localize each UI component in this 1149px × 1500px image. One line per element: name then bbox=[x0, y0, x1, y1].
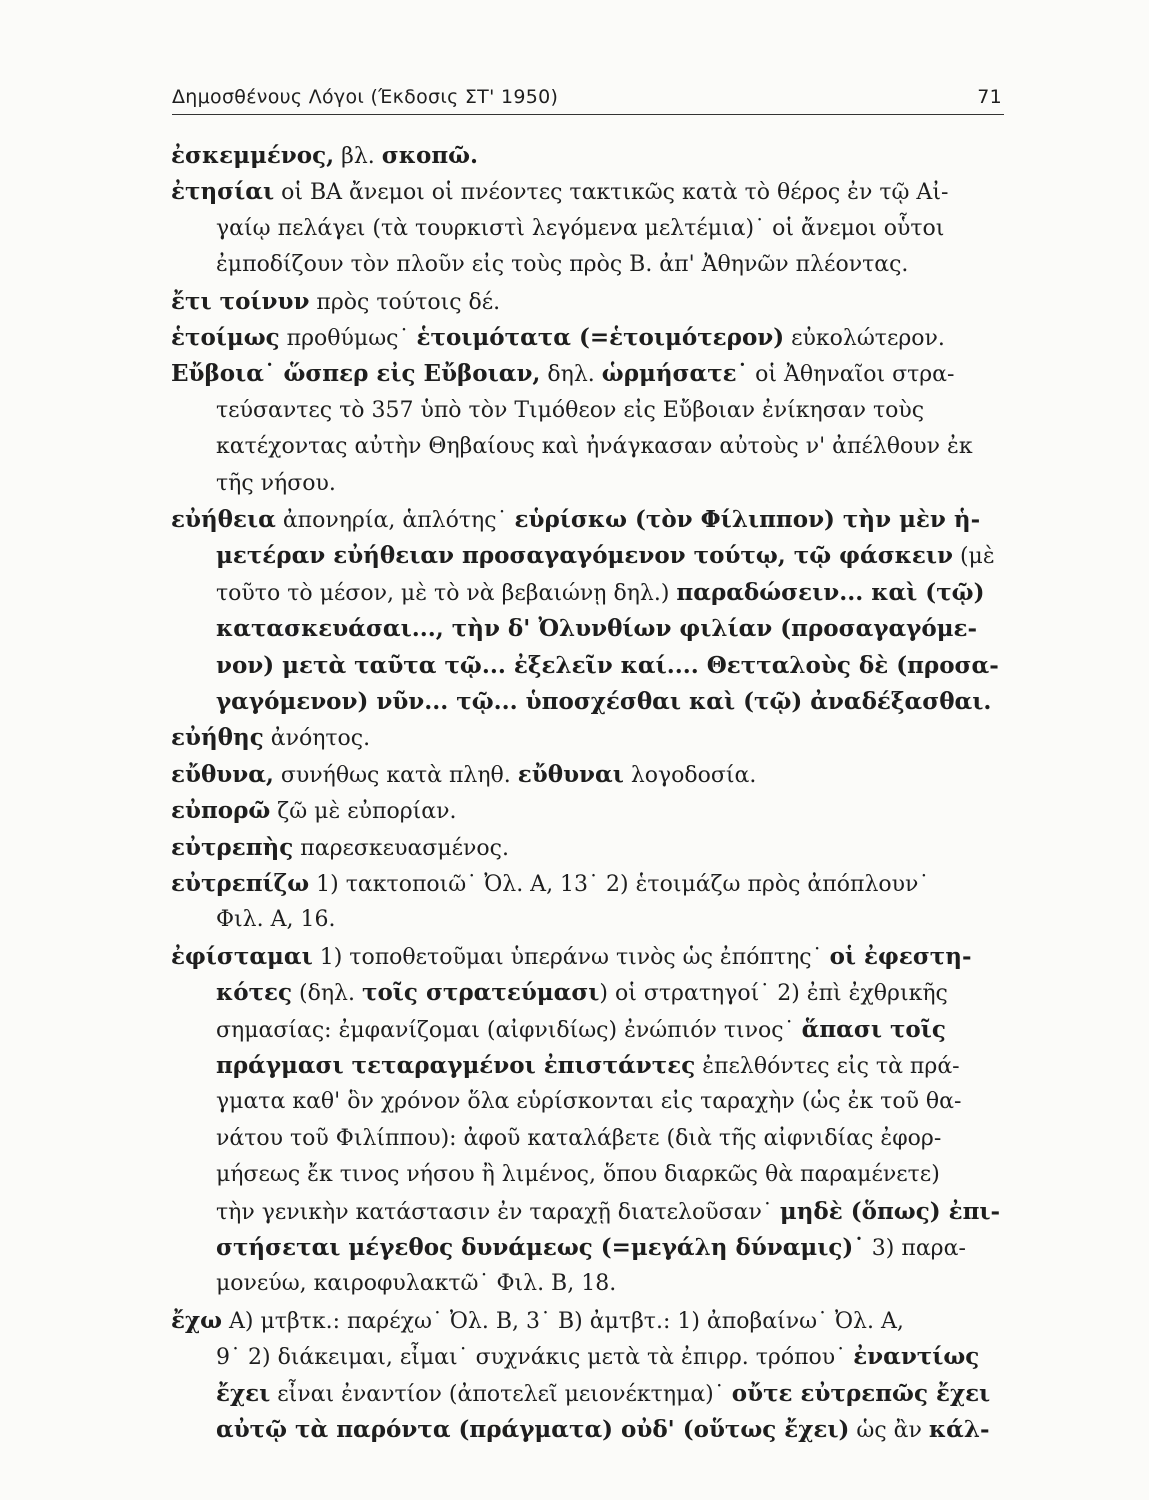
bold-term: εὔθυνα, bbox=[171, 760, 274, 788]
gloss-text: (δηλ. bbox=[292, 981, 362, 1007]
entry-headword-line bbox=[171, 357, 954, 391]
bold-term: πράγμασι τεταραγμένοι ἐπιστάντες bbox=[216, 1052, 696, 1079]
entry-continuation-line bbox=[216, 1049, 960, 1083]
gloss-text: τοῦτο τὸ μέσον, μὲ τὸ νὰ βεβαιώνῃ δηλ.) bbox=[216, 580, 677, 606]
bold-term: ἐφίσταμαι bbox=[171, 942, 313, 970]
gloss-text: συνήθως κατὰ πληθ. bbox=[273, 762, 518, 788]
gloss-text: ἐμποδίζουν τὸν πλοῦν εἰς τοὺς πρὸς Β. ἀπ' Ἀθηνῶν πλέοντας. bbox=[216, 252, 909, 278]
bold-term: εὐήθης bbox=[171, 724, 264, 752]
bold-term: ἅπασι τοῖς bbox=[801, 1015, 946, 1043]
bold-term: γαγόμενον) νῦν... τῷ... ὑποσχέσθαι καὶ (τῷ) ἀναδέξασθαι. bbox=[216, 688, 992, 715]
bold-term: οἱ ἐφεστη- bbox=[829, 942, 972, 970]
gloss-text: Α) μτβτκ.: παρέχω˙ Ὀλ. Β, 3˙ Β) ἀμτβτ.: 1) ἀποβαίνω˙ Ὀλ. Α, bbox=[222, 1308, 904, 1334]
bold-term: εὐτρεπὴς bbox=[171, 833, 294, 861]
gloss-text: 1) τακτοποιῶ˙ Ὀλ. Α, 13˙ 2) ἑτοιμάζω πρὸς ἀπόπλουν˙ bbox=[309, 872, 930, 897]
gloss-text: (μὲ bbox=[952, 544, 995, 570]
bold-term: κατασκευάσαι..., τὴν δ' Ὀλυνθίων φιλίαν (προσαγαγόμε- bbox=[216, 615, 978, 643]
bold-term: εὐήθεια bbox=[171, 506, 276, 533]
gloss-text: κατέχοντας αὐτὴν Θηβαίους καὶ ἠνάγκασαν αὐτοὺς ν' ἀπέλθουν ἐκ bbox=[216, 434, 973, 460]
gloss-text: οἱ Ἀθηναῖοι στρα- bbox=[748, 362, 955, 388]
entry-headword-line bbox=[171, 503, 980, 537]
entry-continuation-line bbox=[216, 685, 991, 719]
entry-continuation-line bbox=[216, 1085, 961, 1119]
header-title: Δημοσθένους Λόγοι (Έκδοσις ΣΤ' 1950) bbox=[172, 86, 559, 108]
bold-term: εὐτρεπίζω bbox=[171, 870, 310, 897]
entry-headword-line bbox=[171, 867, 929, 901]
entry-headword-line bbox=[171, 321, 945, 355]
bold-term: ἐτησίαι bbox=[171, 178, 275, 206]
entry-continuation-line bbox=[216, 576, 984, 610]
entry-headword-line bbox=[171, 139, 478, 173]
gloss-text: τὴν γενικὴν κατάστασιν ἐν ταραχῇ διατελοῦσαν˙ bbox=[216, 1199, 780, 1225]
entry-continuation-line bbox=[216, 1195, 1000, 1229]
gloss-text: ἀνόητος. bbox=[263, 726, 371, 752]
entry-continuation-line bbox=[216, 248, 908, 282]
entry-continuation-line bbox=[216, 1413, 990, 1447]
entry-headword-line bbox=[171, 940, 972, 974]
bold-term: μετέραν εὐήθειαν προσαγαγόμενον τούτῳ, τῷ φάσκειν bbox=[216, 542, 953, 570]
gloss-text: προθύμως˙ bbox=[279, 326, 417, 351]
gloss-text: τῆς νήσου. bbox=[216, 470, 336, 496]
entry-continuation-line bbox=[216, 467, 336, 501]
gloss-text: 1) τοποθετοῦμαι ὑπεράνω τινὸς ὡς ἐπόπτης˙ bbox=[312, 944, 830, 970]
gloss-text: μονεύω, καιροφυλακτῶ˙ Φιλ. Β, 18. bbox=[216, 1271, 617, 1297]
gloss-text: ἐπελθόντες εἰς τὰ πρά- bbox=[695, 1054, 960, 1079]
entry-headword-line bbox=[171, 794, 457, 828]
bold-term: εὑρίσκω (τὸν Φίλιππον) τὴν μὲν ἡ- bbox=[514, 506, 981, 533]
running-header bbox=[172, 84, 1004, 115]
gloss-text: βλ. bbox=[334, 144, 382, 169]
gloss-text: λογοδοσία. bbox=[623, 762, 757, 788]
bold-term: ἐναντίως bbox=[853, 1343, 980, 1371]
gloss-text: 9˙ 2) διάκειμαι, εἶμαι˙ συχνάκις μετὰ τὰ ἐπιρρ. τρόπου˙ bbox=[216, 1345, 854, 1371]
gloss-text: γματα καθ' ὃν χρόνον ὅλα εὑρίσκονται εἰς ταραχὴν (ὡς ἐκ τοῦ θα- bbox=[216, 1089, 962, 1115]
gloss-text: ζῶ μὲ εὐπορίαν. bbox=[270, 799, 457, 825]
entry-continuation-line bbox=[216, 1377, 990, 1411]
bold-term: ἔχω bbox=[171, 1306, 223, 1334]
entry-headword-line bbox=[171, 1304, 904, 1338]
gloss-text: γαίῳ πελάγει (τὰ τουρκιστὶ λεγόμενα μελτέμια)˙ οἱ ἄνεμοι οὗτοι bbox=[216, 215, 945, 241]
entry-headword-line bbox=[171, 758, 756, 792]
bold-term: κάλ- bbox=[928, 1416, 990, 1443]
gloss-text: ἀπονηρία, ἁπλότης˙ bbox=[275, 508, 515, 533]
bold-term: εὐπορῶ bbox=[171, 797, 271, 825]
bold-term: ἔχει bbox=[216, 1379, 271, 1407]
bold-term: Εὔβοια˙ ὥσπερ εἰς Εὔβοιαν, bbox=[171, 360, 541, 388]
entry-continuation-line bbox=[216, 1231, 966, 1265]
bold-term: στήσεται μέγεθος δυνάμεως (=μεγάλη δύναμις)˙ bbox=[216, 1234, 865, 1261]
gloss-text: Φιλ. Α, 16. bbox=[216, 907, 336, 933]
bold-term: ἐσκεμμένος, bbox=[171, 142, 335, 169]
gloss-text: σημασίας: ἐμφανίζομαι (αἰφνιδίως) ἐνώπιόν τινος˙ bbox=[216, 1017, 802, 1043]
entry-continuation-line bbox=[216, 430, 973, 464]
entry-headword-line bbox=[171, 721, 370, 755]
entry-continuation-line bbox=[216, 1267, 616, 1301]
bold-term: ὡρμήσατε˙ bbox=[601, 360, 749, 388]
entry-continuation-line bbox=[216, 394, 924, 428]
gloss-text: 3) παρα- bbox=[864, 1236, 966, 1261]
entry-continuation-line bbox=[216, 976, 948, 1010]
gloss-text: δηλ. bbox=[540, 362, 602, 388]
gloss-text: πρὸς τούτοις δέ. bbox=[309, 289, 501, 315]
gloss-text: νάτου τοῦ Φιλίππου): ἀφοῦ καταλάβετε (διὰ τῆς αἰφνιδίας ἐφορ- bbox=[216, 1125, 942, 1151]
bold-term: κότες bbox=[216, 979, 293, 1007]
entry-continuation-line bbox=[216, 1340, 979, 1374]
bold-term: τοῖς στρατεύμασι bbox=[361, 979, 600, 1007]
gloss-text: ) οἱ στρατηγοί˙ 2) ἐπὶ ἐχθρικῆς bbox=[599, 981, 948, 1007]
bold-term: αὐτῷ τὰ παρόντα (πράγματα) οὐδ' (οὕτως ἔχει) bbox=[216, 1416, 850, 1443]
entry-continuation-line bbox=[216, 1122, 941, 1156]
bold-term: ἔτι τοίνυν bbox=[171, 287, 310, 315]
entry-continuation-line bbox=[216, 1013, 946, 1047]
gloss-text: οἱ ΒΑ ἄνεμοι οἱ πνέοντες τακτικῶς κατὰ τὸ θέρος ἐν τῷ Αἰ- bbox=[274, 180, 949, 206]
entry-headword-line bbox=[171, 285, 500, 319]
bold-term: ἑτοιμότατα (=ἑτοιμότερον) bbox=[416, 324, 785, 351]
bold-term: εὔθυναι bbox=[517, 760, 624, 788]
entry-headword-line bbox=[171, 831, 509, 865]
bold-term: σκοπῶ. bbox=[381, 142, 479, 169]
entry-continuation-line bbox=[216, 1158, 940, 1192]
page-number: 71 bbox=[977, 86, 1002, 108]
bold-term: παραδώσειν... καὶ (τῷ) bbox=[676, 578, 985, 606]
entry-continuation-line bbox=[216, 612, 977, 646]
bold-term: μηδὲ (ὅπως) ἐπι- bbox=[779, 1197, 1001, 1225]
gloss-text: τεύσαντες τὸ 357 ὑπὸ τὸν Τιμόθεον εἰς Εὔβοιαν ἐνίκησαν τοὺς bbox=[216, 397, 925, 423]
entry-continuation-line bbox=[216, 539, 995, 573]
gloss-text: εὐκολώτερον. bbox=[784, 326, 945, 351]
entry-continuation-line bbox=[216, 903, 335, 937]
gloss-text: μήσεως ἔκ τινος νήσου ἢ λιμένος, ὅπου διαρκῶς θὰ παραμένετε) bbox=[216, 1162, 940, 1188]
bold-term: ἑτοίμως bbox=[171, 324, 280, 351]
entry-continuation-line bbox=[216, 212, 944, 246]
bold-term: οὔτε εὐτρεπῶς ἔχει bbox=[731, 1379, 991, 1407]
gloss-text: ὡς ἂν bbox=[849, 1418, 929, 1443]
bold-term: νον) μετὰ ταῦτα τῷ... ἐξελεῖν καί.... Θετταλοὺς δὲ (προσα- bbox=[216, 651, 999, 679]
entry-headword-line bbox=[171, 175, 948, 209]
gloss-text: εἶναι ἐναντίον (ἀποτελεῖ μειονέκτημα)˙ bbox=[270, 1381, 732, 1407]
gloss-text: παρεσκευασμένος. bbox=[293, 835, 509, 861]
entry-continuation-line bbox=[216, 649, 999, 683]
